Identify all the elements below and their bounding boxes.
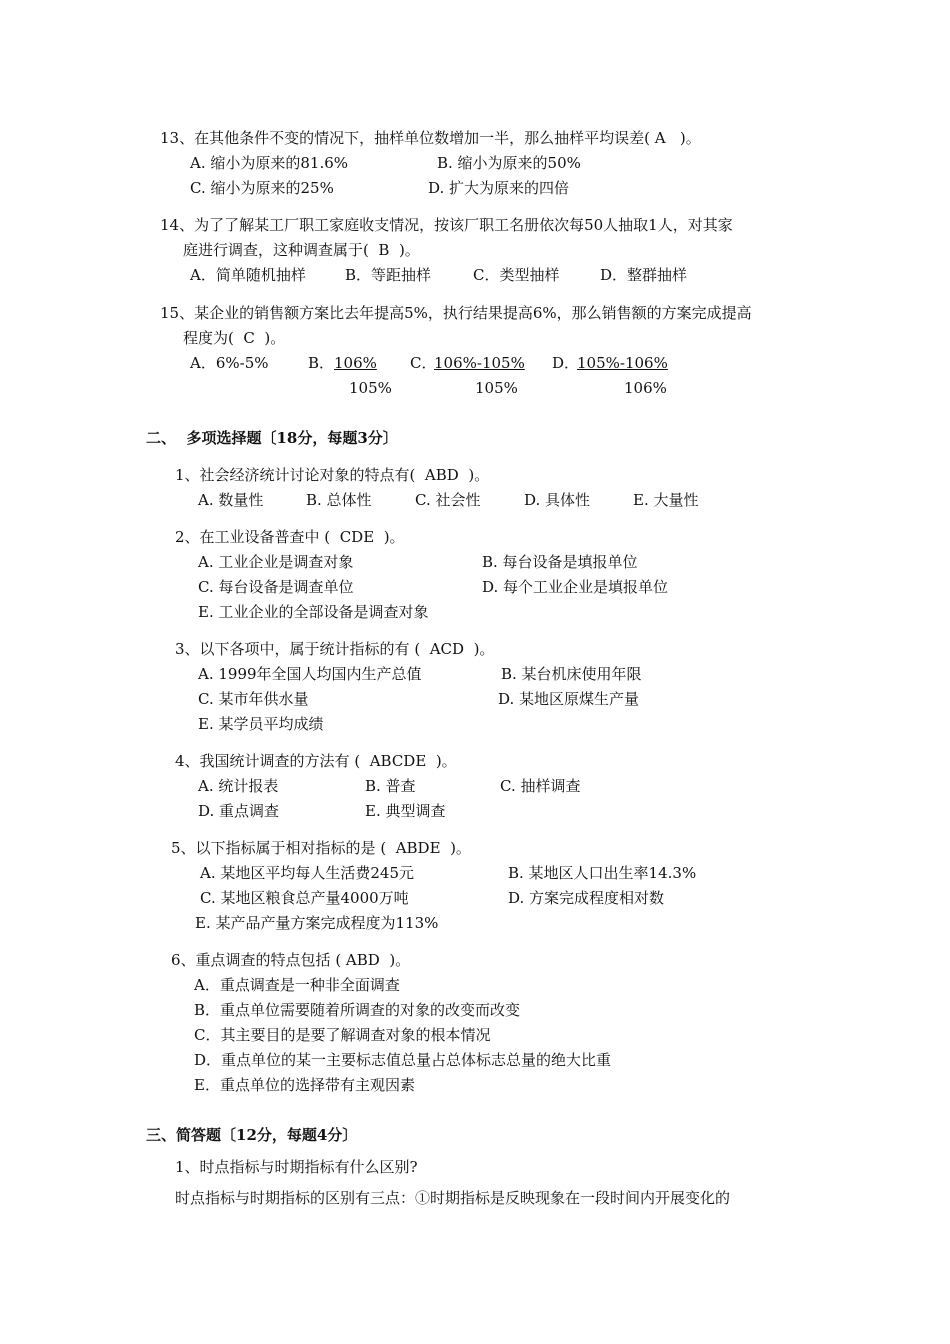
s2q2-option-b: B. 每台设备是填报单位 bbox=[482, 553, 638, 571]
s2q5-option-b: B. 某地区人口出生率14.3% bbox=[508, 864, 697, 882]
q15-option-b-numerator: 106% bbox=[334, 354, 377, 372]
q15-option-a: A．6%-5% bbox=[190, 354, 269, 372]
q15-option-c-numerator: 106%-105% bbox=[434, 354, 525, 372]
s3q1-question: 1、时点指标与时期指标有什么区别? bbox=[175, 1158, 418, 1176]
q15-option-d-denominator: 106% bbox=[624, 379, 667, 397]
q14-stem-line1: 14、为了了解某工厂职工家庭收支情况，按该厂职工名册依次每50人抽取1人，对其家 bbox=[160, 216, 733, 234]
q14-stem-line2: 庭进行调查，这种调查属于( B )。 bbox=[183, 241, 420, 259]
q14-option-a: A．简单随机抽样 bbox=[190, 266, 306, 284]
s2q3-option-c: C. 某市年供水量 bbox=[198, 690, 309, 708]
q13-option-b: B. 缩小为原来的50% bbox=[437, 154, 581, 172]
s2q1-option-e: E. 大量性 bbox=[633, 491, 699, 509]
s2q4-option-e: E. 典型调查 bbox=[365, 802, 446, 820]
s2q1-option-a: A. 数量性 bbox=[198, 491, 264, 509]
q15-option-c-prefix: C． bbox=[410, 354, 437, 372]
q15-option-c-denominator: 105% bbox=[475, 379, 518, 397]
q13-stem: 13、在其他条件不变的情况下，抽样单位数增加一半，那么抽样平均误差( A )。 bbox=[160, 129, 701, 147]
s2q2-option-a: A. 工业企业是调查对象 bbox=[198, 553, 354, 571]
s2q3-option-b: B. 某台机床使用年限 bbox=[501, 665, 642, 683]
s2q2-stem: 2、在工业设备普查中 ( CDE )。 bbox=[175, 528, 405, 546]
s2q1-option-b: B. 总体性 bbox=[306, 491, 372, 509]
q15-option-b-prefix: B． bbox=[308, 354, 335, 372]
s2q2-option-c: C. 每台设备是调查单位 bbox=[198, 578, 354, 596]
s2q5-option-c: C. 某地区粮食总产量4000万吨 bbox=[200, 889, 409, 907]
s2q1-stem: 1、社会经济统计讨论对象的特点有( ABD )。 bbox=[175, 466, 490, 484]
s2q6-stem: 6、重点调查的特点包括 ( ABD )。 bbox=[171, 951, 411, 969]
s2q4-option-d: D. 重点调查 bbox=[198, 802, 280, 820]
s3q1-answer: 时点指标与时期指标的区别有三点：①时期指标是反映现象在一段时间内开展变化的 bbox=[175, 1189, 731, 1207]
q14-option-b: B．等距抽样 bbox=[345, 266, 432, 284]
s2q3-option-a: A. 1999年全国人均国内生产总值 bbox=[198, 665, 422, 683]
s2q2-option-e: E. 工业企业的全部设备是调查对象 bbox=[198, 603, 429, 621]
section3-title: 三、简答题〔12分，每题4分〕 bbox=[146, 1126, 358, 1144]
q14-option-d: D．整群抽样 bbox=[600, 266, 688, 284]
q15-stem-line1: 15、某企业的销售额方案比去年提高5%，执行结果提高6%，那么销售额的方案完成提高 bbox=[160, 304, 752, 322]
s2q3-stem: 3、以下各项中，属于统计指标的有 ( ACD )。 bbox=[175, 640, 495, 658]
s2q5-option-a: A. 某地区平均每人生活费245元 bbox=[200, 864, 415, 882]
s2q6-option-e: E．重点单位的选择带有主观因素 bbox=[194, 1076, 415, 1094]
s2q4-option-b: B. 普查 bbox=[365, 777, 416, 795]
s2q1-option-d: D. 具体性 bbox=[524, 491, 591, 509]
s2q6-option-c: C．其主要目的是要了解调查对象的根本情况 bbox=[194, 1026, 491, 1044]
q15-option-d-prefix: D． bbox=[552, 354, 580, 372]
s2q6-option-d: D．重点单位的某一主要标志值总量占总体标志总量的绝大比重 bbox=[194, 1051, 612, 1069]
q15-stem-line2: 程度为( C )。 bbox=[183, 329, 286, 347]
s2q6-option-a: A．重点调查是一种非全面调查 bbox=[194, 976, 400, 994]
q13-option-a: A. 缩小为原来的81.6% bbox=[190, 154, 349, 172]
s2q4-option-c: C. 抽样调查 bbox=[500, 777, 581, 795]
s2q4-stem: 4、我国统计调查的方法有 ( ABCDE )。 bbox=[175, 752, 457, 770]
s2q2-option-d: D. 每个工业企业是填报单位 bbox=[482, 578, 669, 596]
q15-option-b-denominator: 105% bbox=[349, 379, 392, 397]
q13-option-d: D. 扩大为原来的四倍 bbox=[428, 179, 570, 197]
section2-title: 二、 多项选择题〔18分，每题3分〕 bbox=[146, 429, 398, 447]
s2q5-option-d: D. 方案完成程度相对数 bbox=[508, 889, 665, 907]
s2q3-option-d: D. 某地区原煤生产量 bbox=[498, 690, 640, 708]
s2q5-stem: 5、以下指标属于相对指标的是 ( ABDE )。 bbox=[171, 839, 471, 857]
s2q3-option-e: E. 某学员平均成绩 bbox=[198, 715, 324, 733]
s2q5-option-e: E. 某产品产量方案完成程度为113% bbox=[195, 914, 439, 932]
s2q4-option-a: A. 统计报表 bbox=[198, 777, 279, 795]
s2q6-option-b: B．重点单位需要随着所调查的对象的改变而改变 bbox=[194, 1001, 521, 1019]
q14-option-c: C．类型抽样 bbox=[473, 266, 560, 284]
q15-option-d-numerator: 105%-106% bbox=[577, 354, 668, 372]
s2q1-option-c: C. 社会性 bbox=[415, 491, 481, 509]
q13-option-c: C. 缩小为原来的25% bbox=[190, 179, 334, 197]
